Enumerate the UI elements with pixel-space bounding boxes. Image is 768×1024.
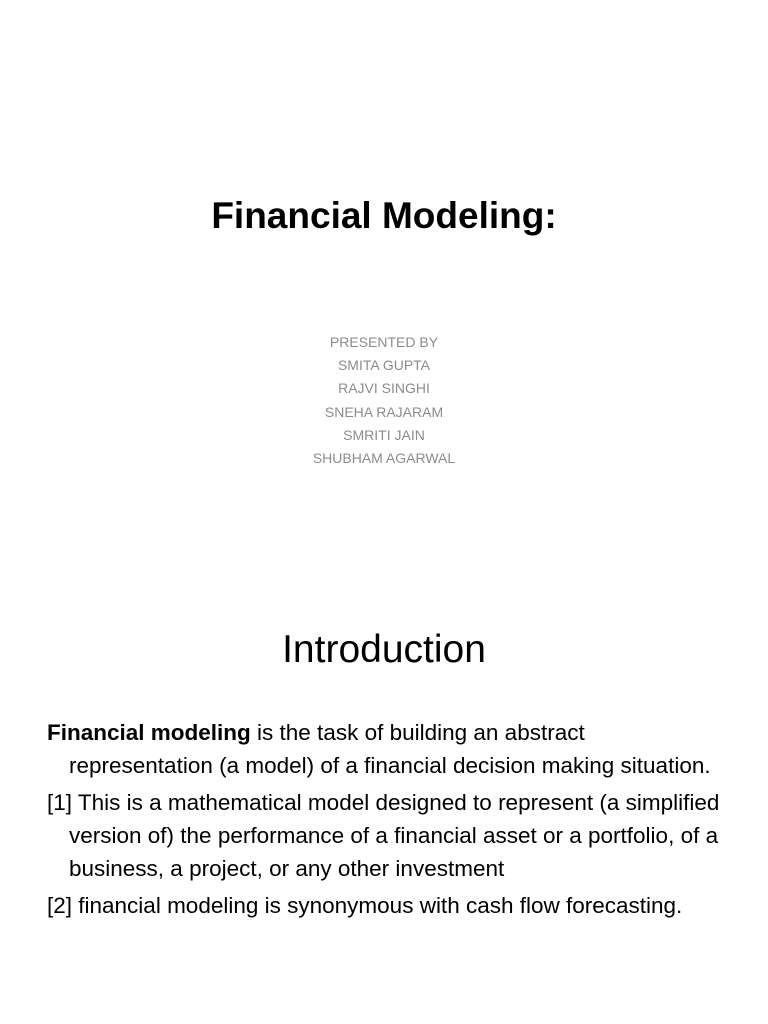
presenter-line: SMITA GUPTA (337, 357, 431, 374)
presenter-line: SHUBHAM AGARWAL (312, 450, 456, 467)
presenter-line: PRESENTED BY (329, 334, 439, 350)
paragraph-text: [2] financial modeling is synonymous with cash flow forecasting. (47, 893, 683, 918)
presenter-line: RAJVI SINGHI (338, 380, 430, 397)
presentation-title: Financial Modeling: (211, 195, 557, 236)
section-heading: Introduction (282, 628, 486, 671)
paragraph-text: [1] This is a mathematical model designed to represent (a simplified version of) the performance of a financial asset or a portfolio, of a business, a project, or any other investment (47, 790, 720, 881)
intro-paragraph (47, 889, 727, 922)
intro-paragraph (47, 716, 727, 782)
presenter-line: SMRITI JAIN (343, 426, 425, 443)
introduction-slide (0, 576, 768, 1024)
paragraph-text: is the task of building an abstract representation (a model) of a financial decision making situation. (69, 720, 711, 778)
presenter-line: SNEHA RAJARAM (324, 403, 444, 420)
paragraph-lead-term: Financial modeling (47, 720, 251, 745)
intro-paragraph-list (47, 716, 727, 926)
intro-paragraph (47, 786, 727, 885)
presenter-list (0, 331, 768, 470)
